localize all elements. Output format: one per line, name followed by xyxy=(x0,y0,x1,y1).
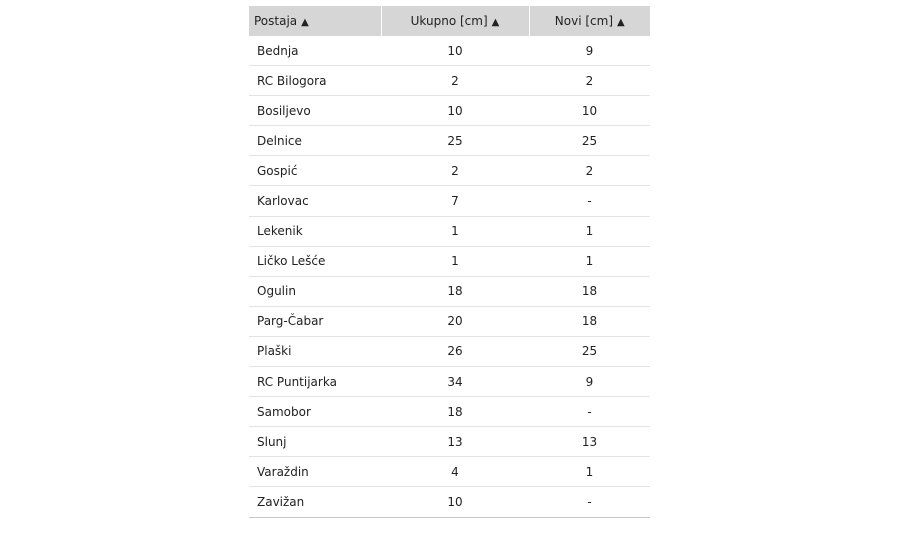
table-body xyxy=(249,36,650,517)
table-row xyxy=(249,96,650,126)
table-header-row xyxy=(249,6,650,36)
new-cell: 10 xyxy=(529,96,650,126)
station-cell: Slunj xyxy=(249,427,381,457)
column-header-label: Novi [cm] xyxy=(554,14,613,28)
total-cell: 7 xyxy=(381,186,529,216)
station-cell: Bosiljevo xyxy=(249,96,381,126)
new-cell: 18 xyxy=(529,306,650,336)
snow-depth-table-container xyxy=(249,6,650,518)
column-header-new[interactable] xyxy=(529,6,650,36)
new-cell: 2 xyxy=(529,156,650,186)
column-header-label: Ukupno [cm] xyxy=(410,14,488,28)
station-cell: Samobor xyxy=(249,397,381,427)
table-row xyxy=(249,397,650,427)
table-row xyxy=(249,427,650,457)
station-cell: RC Puntijarka xyxy=(249,367,381,397)
table-row xyxy=(249,306,650,336)
table-header xyxy=(249,6,650,36)
total-cell: 25 xyxy=(381,126,529,156)
table-row xyxy=(249,36,650,66)
sort-ascending-icon: ▲ xyxy=(301,17,309,28)
total-cell: 34 xyxy=(381,367,529,397)
sort-ascending-icon: ▲ xyxy=(617,17,625,28)
table-row xyxy=(249,246,650,276)
total-cell: 26 xyxy=(381,336,529,366)
total-cell: 13 xyxy=(381,427,529,457)
new-cell: 25 xyxy=(529,336,650,366)
new-cell: 25 xyxy=(529,126,650,156)
new-cell: 18 xyxy=(529,276,650,306)
total-cell: 2 xyxy=(381,66,529,96)
station-cell: Delnice xyxy=(249,126,381,156)
table-row xyxy=(249,336,650,366)
new-cell: 9 xyxy=(529,367,650,397)
sort-ascending-icon: ▲ xyxy=(491,17,500,28)
station-cell: Plaški xyxy=(249,336,381,366)
total-cell: 20 xyxy=(381,306,529,336)
station-cell: Karlovac xyxy=(249,186,381,216)
total-cell: 1 xyxy=(381,246,529,276)
total-cell: 1 xyxy=(381,216,529,246)
total-cell: 18 xyxy=(381,276,529,306)
new-cell: - xyxy=(529,186,650,216)
column-header-station[interactable] xyxy=(249,6,381,36)
station-cell: Varaždin xyxy=(249,457,381,487)
new-cell: 13 xyxy=(529,427,650,457)
new-cell: - xyxy=(529,487,650,517)
table-row xyxy=(249,457,650,487)
table-row xyxy=(249,156,650,186)
station-cell: Bednja xyxy=(249,36,381,66)
new-cell: 1 xyxy=(529,246,650,276)
column-header-total[interactable] xyxy=(381,6,529,36)
total-cell: 10 xyxy=(381,36,529,66)
new-cell: 1 xyxy=(529,457,650,487)
total-cell: 4 xyxy=(381,457,529,487)
table-row xyxy=(249,66,650,96)
total-cell: 18 xyxy=(381,397,529,427)
table-row xyxy=(249,367,650,397)
new-cell: 2 xyxy=(529,66,650,96)
table-row xyxy=(249,276,650,306)
station-cell: Ogulin xyxy=(249,276,381,306)
column-header-label: Postaja xyxy=(254,14,298,28)
table-row xyxy=(249,487,650,517)
table-row xyxy=(249,126,650,156)
new-cell: 9 xyxy=(529,36,650,66)
station-cell: Parg-Čabar xyxy=(249,306,381,336)
total-cell: 10 xyxy=(381,487,529,517)
table-row xyxy=(249,216,650,246)
station-cell: Gospić xyxy=(249,156,381,186)
new-cell: - xyxy=(529,397,650,427)
total-cell: 10 xyxy=(381,96,529,126)
table-row xyxy=(249,186,650,216)
station-cell: Ličko Lešće xyxy=(249,246,381,276)
station-cell: Zavižan xyxy=(249,487,381,517)
total-cell: 2 xyxy=(381,156,529,186)
station-cell: RC Bilogora xyxy=(249,66,381,96)
station-cell: Lekenik xyxy=(249,216,381,246)
new-cell: 1 xyxy=(529,216,650,246)
snow-depth-table xyxy=(249,6,650,518)
